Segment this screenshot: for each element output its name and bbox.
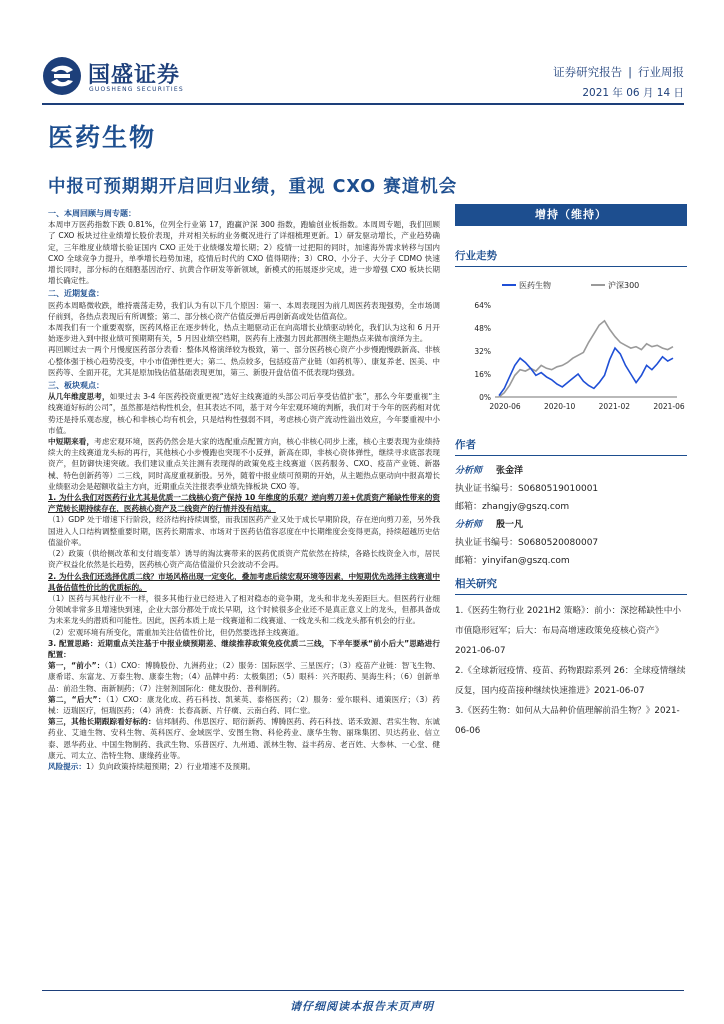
report-kind-label: 行业周报 [638,65,684,79]
paragraph: （1）医药与其他行业不一样，很多其他行业已经进入了相对稳态的竞争期，龙头和非龙头差距巨大。但医药行业细分领域非常多且增速快到速，企业大部分都处于成长早期，这个时候很多企业还不是真正意义上的龙头，但都具备成为未来龙头的潜质和可能性。因此，医药本质上是一线赛道和二线赛道、一线龙头和二线龙头都有机会的行业。 [48,593,440,626]
section-title: 二、近期复盘： [48,289,104,299]
report-headline: 中报可预期期开启回归业绩，重视 CXO 赛道机会 [48,177,458,197]
y-tick-label: 32% [474,347,491,356]
paragraph [48,436,440,492]
risk-note [48,761,440,772]
legend-label-hs300: 沪深300 [608,281,640,290]
lead-text: 中短期来看， [48,437,95,447]
x-tick-label: 2020-06 [489,402,521,411]
report-type [553,64,684,80]
analyst-row [455,516,687,534]
body-text: （1）CXO：康龙化成、药石科技、凯莱英、泰格医药；（2）服务：爱尔眼科、通策医疗；（3）药械：迈瑞医疗，恒瑞医药；（4）消费：长春高新、片仔癀、云南白药、同仁堂。 [48,694,440,715]
paragraph: 本周申万医药指数下跌 0.81%，位列全行业第 17，跑赢沪深 300 指数，跑输创业板指数。本周周专题，我们回顾了 CXO 板块过往业绩增长股价表现，并对相关标的业务概况进行了详细梳理更新。1）研发驱动增长，产业趋势确定，三年维度业绩增长验证国内 CXO 正处于业绩爆发增长期；2）疫情一过把阳的同时，加速海外需求转移与国内 CXO 全球竞争力提升，单季增长趋势加速，疫情后时代的 CXO 值得期待；3）CRO、小分子、大分子 CDMO 快速增长同时，部分标的在细胞基因治疗、抗黄合作研发等新领域，新模式的拓展逐步完成，进一步增强 CXO 板块长期增长确定性。 [48,220,440,286]
x-tick-label: 2020-10 [543,402,576,411]
body-text: 1）负向政策持续超预期；2）行业增速不及预期。 [85,761,256,771]
question-heading: 2. 为什么我们还选择优质二线？市场风格出现一定变化，叠加考虑后续宏观环境等因素，中短期优先选择主线赛道中具备估值性价比的优质标的。 [48,571,440,592]
email-link[interactable]: 邮箱：zhangjy@gszq.com [455,502,570,512]
author-block-1 [455,462,687,516]
logo-text-en: GUOSHENG SECURITIES [89,86,184,93]
paragraph [48,660,440,694]
legend-label-medical: 医药生物 [519,281,551,290]
separator: | [628,65,632,79]
email-link[interactable]: 邮箱：yinyifan@gszq.com [455,556,570,566]
analyst-name: 张金洋 [496,466,524,476]
paragraph: 再回顾过去一两个月慢度医药部分表看：整体风格演绎较为极致，第一、部分医药核心资产小步慢跑慢跌新高、非核心整体强于核心趋势没变，中小市值弹性更大；第二、热点较多，包括疫苗产业链（如药机等）、康复养老、医美、中医药等、全面开花，尤其是原加钱估值基础表现更加，第三、新股开盘估值不低表现均强劲。 [48,345,440,377]
footer-divider [42,990,684,991]
lead-text: 第三，其他长期跟踪看好标的： [48,717,156,727]
sidebar [455,204,687,741]
paragraph [48,694,440,716]
y-tick-label: 16% [474,370,491,379]
y-tick-label: 0% [479,393,491,402]
analyst-label: 分析师 [455,520,483,530]
authors-title: 作者 [455,437,687,456]
body-text: （1）CXO：博腾股份、九洲药业；（2）服务：国际医学、三星医疗；（3）疫苗产业链：智飞生物、康希诺、东富龙、万泰生物、康泰生物；（4）品牌中药：太极集团；（5）眼科：兴齐眼药、昊海生科；（6）创新单品：前沿生物、南新制药；（7）注射剂国际化：健友股份、普利制药。 [48,661,441,693]
paragraph [48,716,440,761]
paragraph: （1）GDP 处于增速下行阶段，经济结构持续调整，而我国医药产业又处于成长早期阶段，存在逆向剪刀差，另外我国进入人口结构调整重要时期，医药长期需求、市场对于医药估值容忍度在中长期维度会变得更高，持续超越历史估值溢价率。 [48,515,440,547]
analyst-row [455,462,687,480]
analyst-name: 殷一凡 [496,520,524,530]
report-type-label: 证券研究报告 [553,65,623,79]
section-title: 一、本周回顾与周专题： [48,209,136,218]
research-item[interactable]: 1.《医药生物行业 2021H2 策略》：前小：深挖稀缺性中小市值隐形冠军；后大：布局高增速政策免疫核心资产》2021-06-07 [455,606,682,656]
paragraph: 医药本周略微收跌，维持震荡走势，我们认为有以下几个原因：第一、本周表现因为前几周医药表现强势，全市场调仔前到，各热点表现后有所调整；第二、部分核心资产估值反弹后再创新高或处估值高位。 [48,300,440,321]
paragraph: （2）宏观环境有所变化，需重加关注估值性价比，但仍然要选择主线赛道。 [48,627,304,637]
footer-disclaimer: 请仔细阅读本报告末页声明 [290,1000,434,1013]
series-line-0 [499,348,673,396]
analyst-label: 分析师 [455,466,483,476]
main-content [48,206,440,772]
y-tick-label: 64% [474,301,491,310]
question-heading: 1. 为什么我们对医药行业尤其是优质一二线核心资产保持 10 年维度的乐观？逆向剪刀差+优质资产稀缺性带来的资产荒转长期持续存在，医药核心资产及二线资产的行情并没有结束。 [48,493,440,514]
series-line-1 [499,321,673,397]
license-number: 执业证书编号：S0680520080007 [455,538,599,548]
question-heading: 3. 配置思路：近期重点关注基于中报业绩预期差、继续推荐政策免疫优质二三线，下半年要承“前小后大”思路进行配置： [48,638,440,659]
logo-mark-icon [42,56,82,96]
paragraph: （2）政策（供给侧改革和支付端变革）诱导的淘汰赛带来的医药优质资产荒依然在持续，各路长线资金入市，居民资产权益化依然是长趋势，医药核心资产高估值溢价只会波动不会再。 [48,549,440,570]
header-divider [42,103,684,105]
research-list [455,601,687,741]
license-number: 执业证书编号：S0680519010001 [455,484,599,494]
chart-legend [502,280,639,290]
body-text: 考虑宏观环境，医药仍然会是大家的选配重点配置方向，核心非核心同步上涨，核心主要表现为业绩持续大的主线赛道龙头标的再行，其他核心小步慢跑也突现不小反弹，新高在即，非核心资体弹性，继续寻求底部表现资产，但防御快速突破。我们建议重点关注测有表现得的政策免疫主线赛道（医药服务、CXO、疫苗产业链、新器械、特色创新药等）二三线，同时高度重视新股。另外，随着中报业绩可预期的开始，从主题热点驱动向中报高增长业绩驱动会是超额收益主方向，近期重点关注报表季业绩先锋板块 CXO 等。 [48,437,441,491]
industry-title: 医药生物 [48,123,157,152]
paragraph: 本周我们有一个重要观察，医药风格正在逐步转化，热点主题驱动正在向高增长业绩驱动转化，我们认为这和 6 月开始逐步进入到中报业绩可预期期有关，5 月因业绩空档期，医药有上涨强力因此都围绕主题热点来做布演绎为主。 [48,323,440,344]
research-item[interactable]: 3.《医药生物：如何从大品种价值理解前沿生物？》2021-06-06 [455,706,680,736]
body-text: 信邦制药、伟思医疗、昭衍新药、博腾医药、药石科技、诺禾致源、君实生物、东诚药业、艾迪生物、安科生物、英科医疗、金域医学、安图生物、科伦药业、康华生物、丽珠集团、贝达药业、信立泰、恩华药业、中国生物制药、我武生物、乐普医疗、九州通、派林生物、益丰药房、老百姓、大参林、一心堂、健康元、司太立、浩特生物、康缘药业等。 [48,717,441,760]
lead-text: 第二，“后大”： [48,694,106,704]
paragraph [48,391,440,436]
trend-chart [455,275,687,415]
author-block-2 [455,516,687,570]
research-item[interactable]: 2.《全球新冠疫情、疫苗、药物跟踪系列 26：全球疫情继续反复，国内疫苗接种继续快速推进》2021-06-07 [455,666,686,696]
lead-text: 第一，“前小”： [48,661,105,671]
trend-title: 行业走势 [455,248,687,267]
rating-badge: 增持（维持） [455,204,687,226]
lead-text: 从几年维度思考， [48,392,110,402]
body-text: 如果过去 3-4 年医药投资重更视“选好主线赛道的头部公司后享受估值扩张”，那么今年要重视“主线赛道好标的公司”，虽然都是结构性机会，但其表达不同，基于对今年宏观环境的判断，我们对于今年的医药相对优势还是持乐观态度，核心和非核心均有机会，只是结构性强弱不同，考虑核心资产流动性溢出效应，今年要重视中小市值。 [48,392,440,435]
lead-text: 风险提示： [48,761,86,771]
section-title: 三、板块观点： [48,381,104,391]
research-title: 相关研究 [455,576,687,595]
report-date: 2021 年 06 月 14 日 [582,87,684,99]
x-tick-label: 2021-02 [598,402,631,411]
logo-text-cn: 国盛证券 [88,63,181,88]
y-tick-label: 48% [474,324,491,333]
trend-chart-svg [455,275,687,415]
x-tick-label: 2021-06 [653,402,685,411]
company-logo [42,56,192,98]
